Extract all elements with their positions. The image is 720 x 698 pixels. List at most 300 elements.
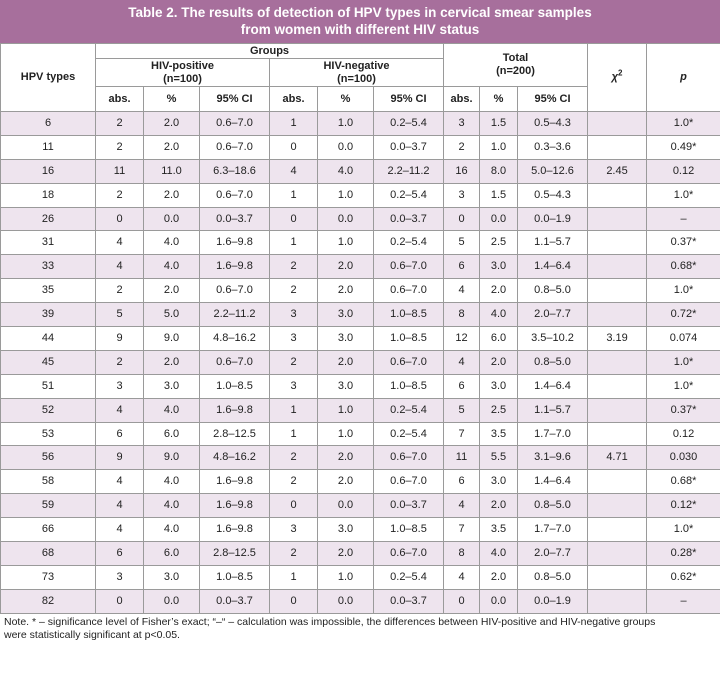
cell-pos-pct: 4.0 bbox=[144, 518, 200, 542]
cell-pos-abs: 4 bbox=[96, 255, 144, 279]
cell-p-value: 1.0* bbox=[647, 374, 720, 398]
cell-total-pct: 3.5 bbox=[480, 518, 518, 542]
cell-total-ci: 0.8–5.0 bbox=[518, 565, 588, 589]
cell-total-pct: 0.0 bbox=[480, 207, 518, 231]
cell-pos-abs: 3 bbox=[96, 565, 144, 589]
cell-total-ci: 5.0–12.6 bbox=[518, 159, 588, 183]
cell-neg-pct: 2.0 bbox=[318, 446, 374, 470]
cell-neg-abs: 1 bbox=[270, 183, 318, 207]
cell-total-pct: 1.5 bbox=[480, 183, 518, 207]
table-row bbox=[1, 422, 720, 446]
cell-p-value: – bbox=[647, 207, 720, 231]
cell-hpv-type: 82 bbox=[1, 589, 96, 613]
table-row bbox=[1, 207, 720, 231]
table-body bbox=[1, 112, 720, 614]
cell-chi-square bbox=[588, 422, 647, 446]
cell-pos-abs: 2 bbox=[96, 279, 144, 303]
table-row bbox=[1, 327, 720, 351]
table-row bbox=[1, 231, 720, 255]
cell-hpv-type: 58 bbox=[1, 470, 96, 494]
header-total-n: (n=200) bbox=[496, 65, 535, 77]
cell-neg-ci: 0.6–7.0 bbox=[374, 279, 444, 303]
cell-neg-abs: 2 bbox=[270, 542, 318, 566]
cell-p-value: 1.0* bbox=[647, 183, 720, 207]
header-neg-pct: % bbox=[318, 87, 374, 112]
cell-neg-abs: 3 bbox=[270, 518, 318, 542]
cell-pos-pct: 2.0 bbox=[144, 350, 200, 374]
cell-total-abs: 3 bbox=[444, 183, 480, 207]
cell-neg-pct: 1.0 bbox=[318, 231, 374, 255]
cell-chi-square bbox=[588, 565, 647, 589]
cell-hpv-type: 51 bbox=[1, 374, 96, 398]
cell-pos-ci: 0.0–3.7 bbox=[200, 589, 270, 613]
cell-pos-ci: 4.8–16.2 bbox=[200, 446, 270, 470]
header-hiv-negative bbox=[270, 59, 444, 87]
header-p-label: p bbox=[680, 71, 687, 83]
cell-pos-abs: 9 bbox=[96, 446, 144, 470]
cell-neg-pct: 2.0 bbox=[318, 350, 374, 374]
cell-pos-ci: 1.6–9.8 bbox=[200, 518, 270, 542]
header-total-label: Total bbox=[502, 52, 529, 64]
cell-hpv-type: 11 bbox=[1, 135, 96, 159]
cell-neg-ci: 0.0–3.7 bbox=[374, 589, 444, 613]
cell-chi-square: 4.71 bbox=[588, 446, 647, 470]
cell-chi-square bbox=[588, 518, 647, 542]
cell-pos-abs: 4 bbox=[96, 470, 144, 494]
cell-pos-abs: 4 bbox=[96, 398, 144, 422]
cell-p-value: 1.0* bbox=[647, 279, 720, 303]
cell-neg-ci: 0.0–3.7 bbox=[374, 135, 444, 159]
cell-total-pct: 3.0 bbox=[480, 374, 518, 398]
cell-hpv-type: 45 bbox=[1, 350, 96, 374]
cell-total-abs: 12 bbox=[444, 327, 480, 351]
cell-neg-ci: 0.6–7.0 bbox=[374, 446, 444, 470]
cell-neg-ci: 0.6–7.0 bbox=[374, 470, 444, 494]
cell-neg-ci: 0.2–5.4 bbox=[374, 422, 444, 446]
cell-pos-abs: 2 bbox=[96, 183, 144, 207]
table-row bbox=[1, 303, 720, 327]
cell-p-value: 0.12 bbox=[647, 159, 720, 183]
header-total-abs: abs. bbox=[444, 87, 480, 112]
cell-pos-ci: 1.6–9.8 bbox=[200, 231, 270, 255]
cell-pos-pct: 9.0 bbox=[144, 327, 200, 351]
cell-hpv-type: 59 bbox=[1, 494, 96, 518]
table-row bbox=[1, 159, 720, 183]
cell-pos-ci: 1.6–9.8 bbox=[200, 470, 270, 494]
cell-neg-pct: 0.0 bbox=[318, 494, 374, 518]
table-title-line1: Table 2. The results of detection of HPV types in cervical smear samples bbox=[128, 5, 592, 20]
header-chi-symbol: χ bbox=[611, 71, 618, 83]
cell-neg-ci: 2.2–11.2 bbox=[374, 159, 444, 183]
cell-total-abs: 8 bbox=[444, 303, 480, 327]
cell-pos-ci: 1.6–9.8 bbox=[200, 398, 270, 422]
cell-hpv-type: 44 bbox=[1, 327, 96, 351]
cell-chi-square: 3.19 bbox=[588, 327, 647, 351]
table-row bbox=[1, 589, 720, 613]
cell-total-ci: 2.0–7.7 bbox=[518, 303, 588, 327]
cell-pos-ci: 1.6–9.8 bbox=[200, 255, 270, 279]
cell-neg-abs: 0 bbox=[270, 135, 318, 159]
cell-chi-square bbox=[588, 183, 647, 207]
cell-neg-pct: 1.0 bbox=[318, 398, 374, 422]
cell-hpv-type: 39 bbox=[1, 303, 96, 327]
cell-pos-ci: 2.8–12.5 bbox=[200, 542, 270, 566]
cell-neg-ci: 0.6–7.0 bbox=[374, 255, 444, 279]
cell-total-ci: 0.8–5.0 bbox=[518, 350, 588, 374]
cell-pos-pct: 4.0 bbox=[144, 470, 200, 494]
cell-pos-abs: 4 bbox=[96, 231, 144, 255]
table-row bbox=[1, 446, 720, 470]
cell-pos-pct: 4.0 bbox=[144, 494, 200, 518]
cell-pos-ci: 0.6–7.0 bbox=[200, 112, 270, 136]
header-hiv-positive-n: (n=100) bbox=[163, 72, 202, 85]
cell-p-value: 0.12 bbox=[647, 422, 720, 446]
cell-pos-pct: 0.0 bbox=[144, 589, 200, 613]
cell-pos-abs: 3 bbox=[96, 374, 144, 398]
cell-neg-ci: 0.6–7.0 bbox=[374, 350, 444, 374]
cell-total-abs: 3 bbox=[444, 112, 480, 136]
cell-total-pct: 3.0 bbox=[480, 470, 518, 494]
cell-total-ci: 1.7–7.0 bbox=[518, 518, 588, 542]
cell-pos-ci: 0.6–7.0 bbox=[200, 183, 270, 207]
table-row bbox=[1, 255, 720, 279]
cell-total-pct: 5.5 bbox=[480, 446, 518, 470]
cell-neg-pct: 1.0 bbox=[318, 565, 374, 589]
cell-pos-abs: 4 bbox=[96, 494, 144, 518]
cell-chi-square bbox=[588, 542, 647, 566]
header-hiv-positive-label: HIV-positive bbox=[151, 59, 214, 72]
cell-total-ci: 0.5–4.3 bbox=[518, 112, 588, 136]
cell-neg-abs: 0 bbox=[270, 494, 318, 518]
cell-neg-pct: 2.0 bbox=[318, 542, 374, 566]
cell-p-value: 1.0* bbox=[647, 112, 720, 136]
header-hiv-negative-n: (n=100) bbox=[337, 72, 376, 85]
cell-chi-square bbox=[588, 350, 647, 374]
cell-neg-ci: 1.0–8.5 bbox=[374, 518, 444, 542]
cell-total-ci: 0.0–1.9 bbox=[518, 207, 588, 231]
cell-total-pct: 2.0 bbox=[480, 279, 518, 303]
cell-neg-abs: 2 bbox=[270, 470, 318, 494]
cell-hpv-type: 52 bbox=[1, 398, 96, 422]
cell-neg-abs: 1 bbox=[270, 112, 318, 136]
cell-total-pct: 4.0 bbox=[480, 303, 518, 327]
cell-hpv-type: 6 bbox=[1, 112, 96, 136]
cell-neg-abs: 0 bbox=[270, 207, 318, 231]
header-hpv-types: HPV types bbox=[1, 44, 96, 112]
cell-neg-abs: 2 bbox=[270, 255, 318, 279]
cell-hpv-type: 53 bbox=[1, 422, 96, 446]
cell-total-abs: 4 bbox=[444, 565, 480, 589]
cell-total-ci: 0.8–5.0 bbox=[518, 279, 588, 303]
cell-pos-pct: 9.0 bbox=[144, 446, 200, 470]
table-row bbox=[1, 350, 720, 374]
cell-total-abs: 4 bbox=[444, 350, 480, 374]
header-pos-ci: 95% CI bbox=[200, 87, 270, 112]
cell-total-abs: 4 bbox=[444, 279, 480, 303]
cell-neg-pct: 0.0 bbox=[318, 207, 374, 231]
cell-chi-square bbox=[588, 231, 647, 255]
cell-total-ci: 2.0–7.7 bbox=[518, 542, 588, 566]
cell-neg-pct: 3.0 bbox=[318, 327, 374, 351]
cell-hpv-type: 68 bbox=[1, 542, 96, 566]
cell-chi-square bbox=[588, 112, 647, 136]
header-neg-ci: 95% CI bbox=[374, 87, 444, 112]
cell-neg-pct: 1.0 bbox=[318, 183, 374, 207]
header-p bbox=[647, 44, 720, 112]
cell-neg-ci: 0.2–5.4 bbox=[374, 183, 444, 207]
cell-p-value: 0.030 bbox=[647, 446, 720, 470]
cell-pos-pct: 0.0 bbox=[144, 207, 200, 231]
cell-chi-square bbox=[588, 470, 647, 494]
table-row bbox=[1, 183, 720, 207]
hpv-results-table bbox=[0, 43, 720, 614]
cell-p-value: 0.62* bbox=[647, 565, 720, 589]
table-row bbox=[1, 279, 720, 303]
cell-neg-ci: 1.0–8.5 bbox=[374, 327, 444, 351]
cell-p-value: – bbox=[647, 589, 720, 613]
cell-neg-abs: 0 bbox=[270, 589, 318, 613]
cell-hpv-type: 33 bbox=[1, 255, 96, 279]
cell-p-value: 0.28* bbox=[647, 542, 720, 566]
cell-pos-pct: 4.0 bbox=[144, 231, 200, 255]
table-row bbox=[1, 565, 720, 589]
cell-neg-ci: 1.0–8.5 bbox=[374, 303, 444, 327]
cell-pos-ci: 0.6–7.0 bbox=[200, 135, 270, 159]
cell-neg-pct: 2.0 bbox=[318, 470, 374, 494]
cell-total-ci: 1.4–6.4 bbox=[518, 470, 588, 494]
cell-neg-abs: 3 bbox=[270, 303, 318, 327]
cell-neg-pct: 3.0 bbox=[318, 374, 374, 398]
cell-pos-pct: 2.0 bbox=[144, 279, 200, 303]
table-row bbox=[1, 135, 720, 159]
cell-total-pct: 0.0 bbox=[480, 589, 518, 613]
cell-total-abs: 16 bbox=[444, 159, 480, 183]
cell-chi-square bbox=[588, 398, 647, 422]
header-neg-abs: abs. bbox=[270, 87, 318, 112]
cell-total-pct: 8.0 bbox=[480, 159, 518, 183]
cell-total-ci: 1.4–6.4 bbox=[518, 374, 588, 398]
cell-total-abs: 6 bbox=[444, 470, 480, 494]
cell-pos-abs: 5 bbox=[96, 303, 144, 327]
table-row bbox=[1, 374, 720, 398]
cell-pos-pct: 4.0 bbox=[144, 398, 200, 422]
header-groups: Groups bbox=[96, 44, 444, 59]
cell-hpv-type: 18 bbox=[1, 183, 96, 207]
cell-total-pct: 3.0 bbox=[480, 255, 518, 279]
cell-neg-ci: 0.2–5.4 bbox=[374, 112, 444, 136]
cell-neg-abs: 1 bbox=[270, 565, 318, 589]
cell-neg-abs: 1 bbox=[270, 231, 318, 255]
cell-total-pct: 2.0 bbox=[480, 494, 518, 518]
header-chi-sup: 2 bbox=[617, 68, 623, 78]
cell-total-abs: 11 bbox=[444, 446, 480, 470]
cell-pos-ci: 1.6–9.8 bbox=[200, 494, 270, 518]
cell-neg-pct: 0.0 bbox=[318, 135, 374, 159]
cell-pos-ci: 0.6–7.0 bbox=[200, 350, 270, 374]
cell-pos-pct: 6.0 bbox=[144, 422, 200, 446]
table-row bbox=[1, 398, 720, 422]
cell-pos-ci: 2.2–11.2 bbox=[200, 303, 270, 327]
cell-total-abs: 5 bbox=[444, 231, 480, 255]
table-note-line2: were statistically significant at p<0.05. bbox=[4, 628, 180, 641]
cell-chi-square bbox=[588, 255, 647, 279]
cell-total-abs: 7 bbox=[444, 422, 480, 446]
cell-neg-abs: 2 bbox=[270, 350, 318, 374]
cell-neg-pct: 0.0 bbox=[318, 589, 374, 613]
header-hiv-negative-label: HIV-negative bbox=[323, 59, 390, 72]
cell-pos-ci: 1.0–8.5 bbox=[200, 374, 270, 398]
cell-chi-square bbox=[588, 589, 647, 613]
cell-pos-abs: 2 bbox=[96, 350, 144, 374]
cell-neg-abs: 2 bbox=[270, 279, 318, 303]
cell-pos-pct: 3.0 bbox=[144, 565, 200, 589]
cell-pos-abs: 0 bbox=[96, 207, 144, 231]
cell-p-value: 0.074 bbox=[647, 327, 720, 351]
header-total bbox=[444, 44, 588, 87]
cell-total-ci: 1.7–7.0 bbox=[518, 422, 588, 446]
cell-pos-ci: 1.0–8.5 bbox=[200, 565, 270, 589]
cell-pos-abs: 2 bbox=[96, 135, 144, 159]
cell-pos-pct: 5.0 bbox=[144, 303, 200, 327]
cell-neg-ci: 0.2–5.4 bbox=[374, 398, 444, 422]
cell-neg-pct: 1.0 bbox=[318, 422, 374, 446]
header-pos-abs: abs. bbox=[96, 87, 144, 112]
cell-total-pct: 6.0 bbox=[480, 327, 518, 351]
header-pos-pct: % bbox=[144, 87, 200, 112]
cell-total-ci: 0.3–3.6 bbox=[518, 135, 588, 159]
cell-total-abs: 7 bbox=[444, 518, 480, 542]
cell-total-abs: 6 bbox=[444, 374, 480, 398]
cell-neg-abs: 3 bbox=[270, 374, 318, 398]
cell-total-ci: 0.5–4.3 bbox=[518, 183, 588, 207]
cell-p-value: 0.72* bbox=[647, 303, 720, 327]
cell-pos-pct: 4.0 bbox=[144, 255, 200, 279]
cell-neg-abs: 4 bbox=[270, 159, 318, 183]
cell-total-abs: 4 bbox=[444, 494, 480, 518]
cell-neg-abs: 2 bbox=[270, 446, 318, 470]
cell-pos-abs: 6 bbox=[96, 422, 144, 446]
cell-pos-abs: 11 bbox=[96, 159, 144, 183]
cell-total-pct: 2.0 bbox=[480, 565, 518, 589]
cell-neg-pct: 2.0 bbox=[318, 255, 374, 279]
cell-total-abs: 8 bbox=[444, 542, 480, 566]
cell-p-value: 1.0* bbox=[647, 518, 720, 542]
cell-chi-square bbox=[588, 135, 647, 159]
cell-total-ci: 1.4–6.4 bbox=[518, 255, 588, 279]
cell-chi-square bbox=[588, 494, 647, 518]
cell-p-value: 1.0* bbox=[647, 350, 720, 374]
cell-hpv-type: 73 bbox=[1, 565, 96, 589]
cell-pos-ci: 0.0–3.7 bbox=[200, 207, 270, 231]
cell-hpv-type: 26 bbox=[1, 207, 96, 231]
cell-chi-square bbox=[588, 207, 647, 231]
header-total-ci: 95% CI bbox=[518, 87, 588, 112]
cell-p-value: 0.37* bbox=[647, 231, 720, 255]
cell-pos-pct: 2.0 bbox=[144, 183, 200, 207]
header-chi-square bbox=[588, 44, 647, 112]
header-hiv-positive bbox=[96, 59, 270, 87]
cell-total-ci: 3.1–9.6 bbox=[518, 446, 588, 470]
cell-hpv-type: 66 bbox=[1, 518, 96, 542]
cell-pos-abs: 2 bbox=[96, 112, 144, 136]
table-row bbox=[1, 518, 720, 542]
cell-pos-abs: 6 bbox=[96, 542, 144, 566]
cell-chi-square bbox=[588, 374, 647, 398]
cell-hpv-type: 56 bbox=[1, 446, 96, 470]
cell-chi-square bbox=[588, 279, 647, 303]
cell-total-abs: 5 bbox=[444, 398, 480, 422]
cell-total-abs: 0 bbox=[444, 589, 480, 613]
cell-p-value: 0.49* bbox=[647, 135, 720, 159]
table-row bbox=[1, 542, 720, 566]
cell-total-ci: 3.5–10.2 bbox=[518, 327, 588, 351]
cell-p-value: 0.12* bbox=[647, 494, 720, 518]
cell-total-pct: 2.5 bbox=[480, 231, 518, 255]
cell-total-ci: 1.1–5.7 bbox=[518, 398, 588, 422]
cell-neg-ci: 0.2–5.4 bbox=[374, 231, 444, 255]
cell-total-ci: 0.8–5.0 bbox=[518, 494, 588, 518]
cell-neg-abs: 3 bbox=[270, 327, 318, 351]
cell-total-abs: 0 bbox=[444, 207, 480, 231]
table-row bbox=[1, 470, 720, 494]
cell-p-value: 0.68* bbox=[647, 255, 720, 279]
table-row bbox=[1, 494, 720, 518]
cell-chi-square bbox=[588, 303, 647, 327]
cell-pos-abs: 9 bbox=[96, 327, 144, 351]
cell-neg-ci: 0.2–5.4 bbox=[374, 565, 444, 589]
cell-total-ci: 0.0–1.9 bbox=[518, 589, 588, 613]
table-title bbox=[0, 0, 720, 43]
cell-chi-square: 2.45 bbox=[588, 159, 647, 183]
cell-total-pct: 2.5 bbox=[480, 398, 518, 422]
cell-total-abs: 2 bbox=[444, 135, 480, 159]
cell-neg-ci: 0.0–3.7 bbox=[374, 207, 444, 231]
cell-pos-pct: 2.0 bbox=[144, 135, 200, 159]
cell-neg-pct: 4.0 bbox=[318, 159, 374, 183]
cell-pos-pct: 11.0 bbox=[144, 159, 200, 183]
cell-hpv-type: 16 bbox=[1, 159, 96, 183]
cell-neg-ci: 1.0–8.5 bbox=[374, 374, 444, 398]
cell-total-pct: 1.0 bbox=[480, 135, 518, 159]
cell-neg-pct: 3.0 bbox=[318, 303, 374, 327]
cell-pos-abs: 0 bbox=[96, 589, 144, 613]
cell-total-ci: 1.1–5.7 bbox=[518, 231, 588, 255]
cell-pos-ci: 6.3–18.6 bbox=[200, 159, 270, 183]
cell-pos-ci: 4.8–16.2 bbox=[200, 327, 270, 351]
table-row bbox=[1, 112, 720, 136]
cell-pos-pct: 3.0 bbox=[144, 374, 200, 398]
cell-total-pct: 4.0 bbox=[480, 542, 518, 566]
cell-total-pct: 1.5 bbox=[480, 112, 518, 136]
cell-neg-ci: 0.0–3.7 bbox=[374, 494, 444, 518]
table-title-line2: from women with different HIV status bbox=[240, 22, 480, 37]
header-total-pct: % bbox=[480, 87, 518, 112]
cell-p-value: 0.37* bbox=[647, 398, 720, 422]
table-note-line1: Note. * – significance level of Fisher’s exact; “–“ – calculation was impossible, the differences between HIV-positive and HIV-negative groups bbox=[4, 615, 656, 628]
cell-total-pct: 3.5 bbox=[480, 422, 518, 446]
cell-pos-abs: 4 bbox=[96, 518, 144, 542]
cell-total-pct: 2.0 bbox=[480, 350, 518, 374]
cell-pos-ci: 0.6–7.0 bbox=[200, 279, 270, 303]
cell-hpv-type: 35 bbox=[1, 279, 96, 303]
cell-neg-pct: 2.0 bbox=[318, 279, 374, 303]
cell-hpv-type: 31 bbox=[1, 231, 96, 255]
cell-pos-ci: 2.8–12.5 bbox=[200, 422, 270, 446]
cell-total-abs: 6 bbox=[444, 255, 480, 279]
cell-neg-pct: 3.0 bbox=[318, 518, 374, 542]
cell-neg-ci: 0.6–7.0 bbox=[374, 542, 444, 566]
table-note bbox=[0, 614, 720, 642]
